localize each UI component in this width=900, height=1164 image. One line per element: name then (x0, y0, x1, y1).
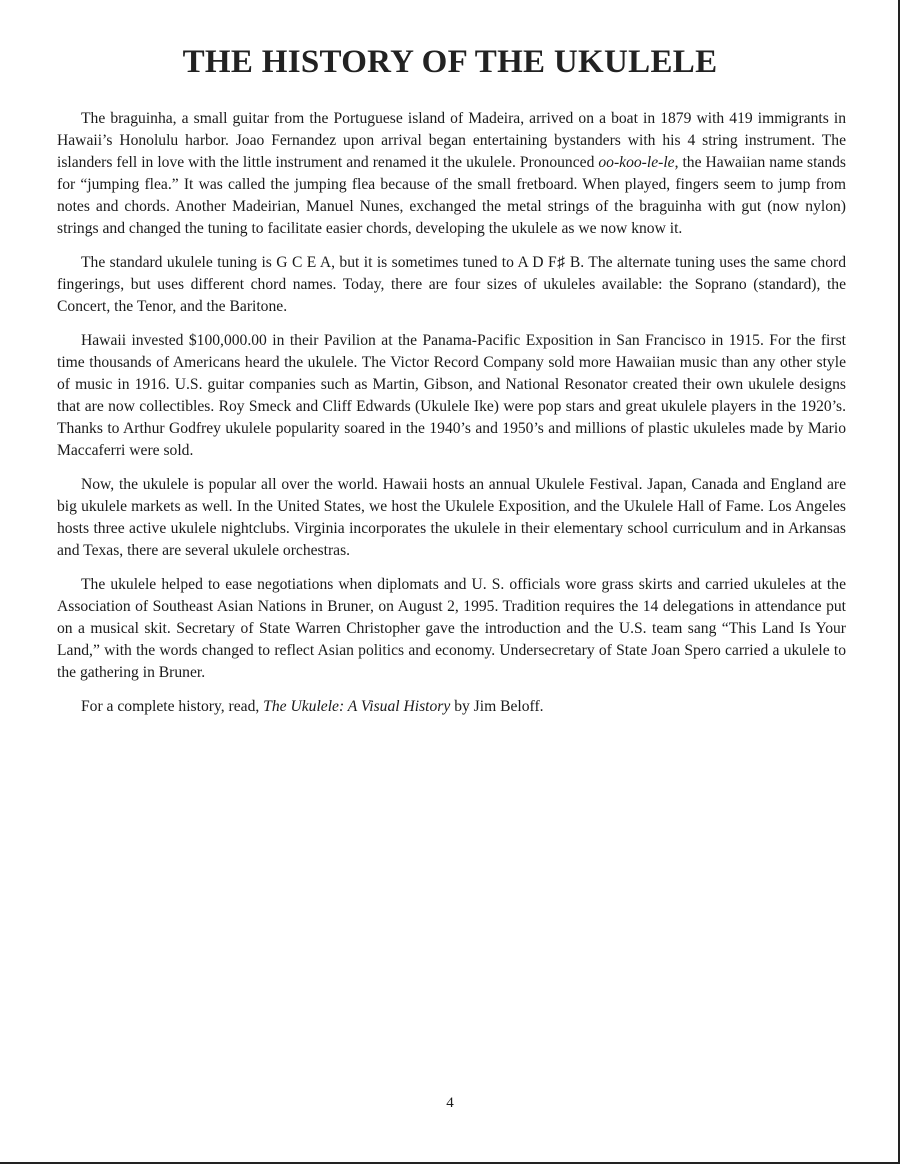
page-number: 4 (446, 1095, 454, 1111)
paragraph-origin-text-b: , the Hawaiian name stands for “jumping flea.” It was called the jumping flea because of the small fretboard. When played, fingers seem to jump from notes and chords. Another Madeirian, Manuel Nunes, exchanged the metal strings of the braguinha with gut (now nylon) strings and changed the tuning to facilitate easier chords, developing the ukulele as we now know it. (57, 154, 847, 237)
paragraph-worldwide: Now, the ukulele is popular all over the world. Hawaii hosts an annual Ukulele Festival. Japan, Canada and England are big ukulele markets as well. In the United States, we host the Ukulele Exposition, and the Ukulele Hall of Fame. Los Angeles hosts three active ukulele nightclubs. Virginia incorporates the ukulele in their elementary school curriculum and in Arkansas and Texas, there are several ukulele orchestras. (57, 476, 846, 559)
paragraph-tuning: The standard ukulele tuning is G C E A, but it is sometimes tuned to A D F♯ B. The alternate tuning uses the same chord fingerings, but uses different chord names. Today, there are four sizes of ukuleles available: the Soprano (standard), the Concert, the Tenor, and the Baritone. (57, 254, 846, 315)
further-reading-text-a: For a complete history, read, (81, 698, 260, 715)
page-title: THE HISTORY OF THE UKULELE (182, 44, 718, 80)
paragraph-popularity: Hawaii invested $100,000.00 in their Pavilion at the Panama-Pacific Exposition in San Francisco in 1915. For the first time thousands of Americans heard the ukulele. The Victor Record Company sold more Hawaiian music than any other style of music in 1916. U.S. guitar companies such as Martin, Gibson, and National Resonator created their own ukulele designs that are now collectibles. Roy Smeck and Cliff Edwards (Ukulele Ike) were pop stars and great ukulele players in the 1920’s. Thanks to Arthur Godfrey ukulele popularity soared in the 1940’s and 1950’s and millions of plastic ukuleles made by Mario Maccaferri were sold. (57, 332, 846, 459)
further-reading-text-b: by Jim Beloff. (454, 698, 544, 715)
article-body (57, 108, 846, 730)
paragraph-further-reading (57, 696, 846, 718)
paragraph-origin (57, 108, 846, 240)
paragraph-origin-text-a: The braguinha, a small guitar from the Portuguese island of Madeira, arrived on a boat in 1879 with 419 immigrants in Hawaii’s Honolulu harbor. Joao Fernandez upon arrival began entertaining bystanders with his 4 string instrument. The islanders fell in love with the little instrument and renamed it the ukulele. Pronounced (57, 110, 846, 171)
paragraph-diplomacy: The ukulele helped to ease negotiations when diplomats and U. S. officials wore grass skirts and carried ukuleles at the Association of Southeast Asian Nations in Bruner, on August 2, 1995. Tradition requires the 14 delegations in attendance put on a musical skit. Secretary of State Warren Christopher gave the introduction and the U.S. team sang “This Land Is Your Land,” with the words changed to reflect Asian politics and economy. Undersecretary of State Joan Spero carried a ukulele to the gathering in Bruner. (57, 576, 846, 681)
paragraph-origin-pronunciation: oo-koo-le-le (598, 154, 675, 171)
book-title: The Ukulele: A Visual History (263, 698, 451, 715)
